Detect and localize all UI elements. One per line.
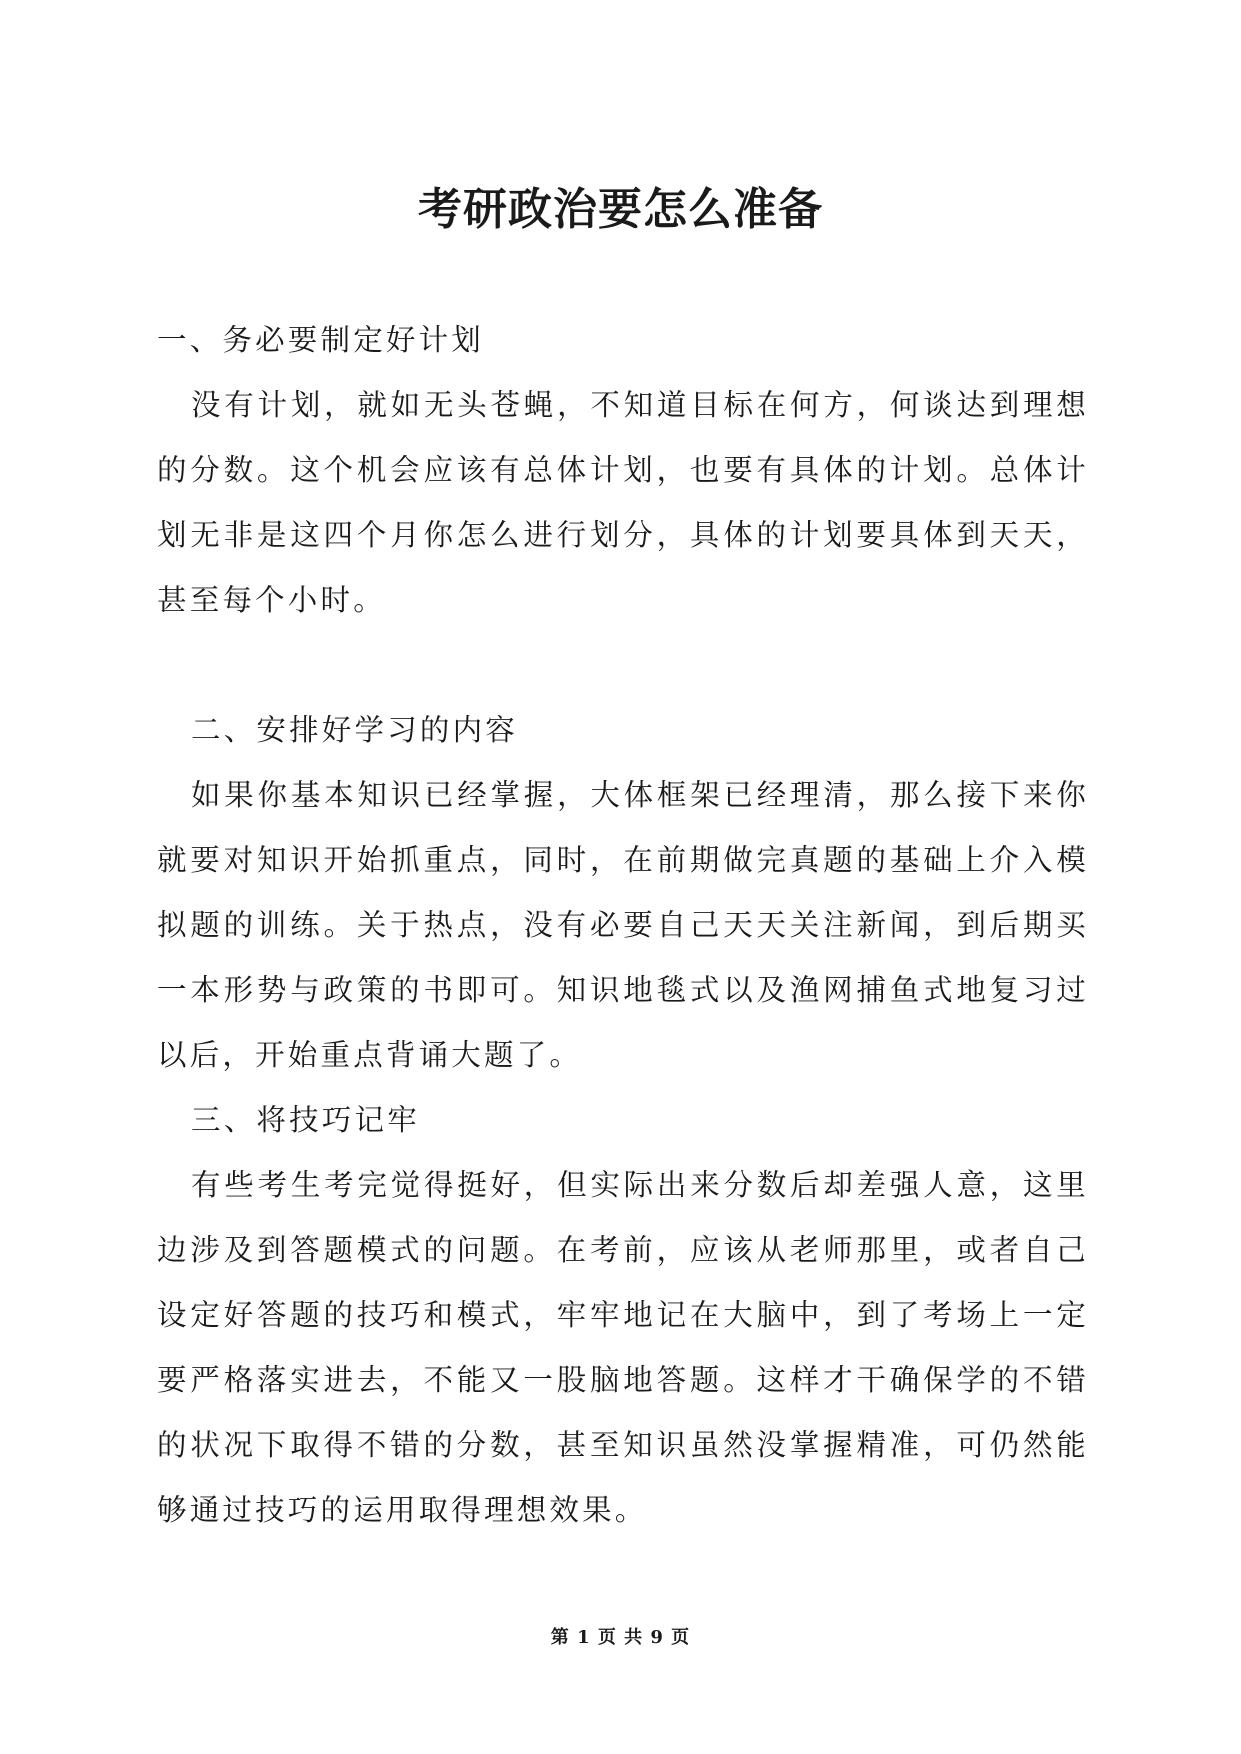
page-title: 考研政治要怎么准备 xyxy=(418,184,823,235)
page-footer: 第 1 页 共 9 页 xyxy=(550,1627,691,1648)
section-paragraph-1: 没有计划，就如无头苍蝇，不知道目标在何方，何谈达到理想的分数。这个机会应该有总体计划，也要有具体的计划。总体计划无非是这四个月你怎么进行划分，具体的计划要具体到天天，甚至每个小时。 xyxy=(157,388,1089,617)
section-heading-2: 二、安排好学习的内容 xyxy=(191,713,519,747)
section-heading-3: 三、将技巧记牢 xyxy=(191,1103,420,1137)
section-heading-1: 一、务必要制定好计划 xyxy=(157,323,485,357)
section-paragraph-2: 如果你基本知识已经掌握，大体框架已经理清，那么接下来你就要对知识开始抓重点，同时，在前期做完真题的基础上介入模拟题的训练。关于热点，没有必要自己天天关注新闻，到后期买一本形势与政策的书即可。知识地毯式以及渔网捕鱼式地复习过以后，开始重点背诵大题了。 xyxy=(157,778,1089,1072)
paragraph-gap xyxy=(157,633,1089,698)
section-paragraph-3: 有些考生考完觉得挺好，但实际出来分数后却差强人意，这里边涉及到答题模式的问题。在考前，应该从老师那里，或者自己设定好答题的技巧和模式，牢牢地记在大脑中，到了考场上一定要严格落实进去，不能又一股脑地答题。这样才干确保学的不错的状况下取得不错的分数，甚至知识虽然没掌握精准，可仍然能够通过技巧的运用取得理想效果。 xyxy=(157,1168,1089,1527)
document-body xyxy=(157,308,1089,1543)
